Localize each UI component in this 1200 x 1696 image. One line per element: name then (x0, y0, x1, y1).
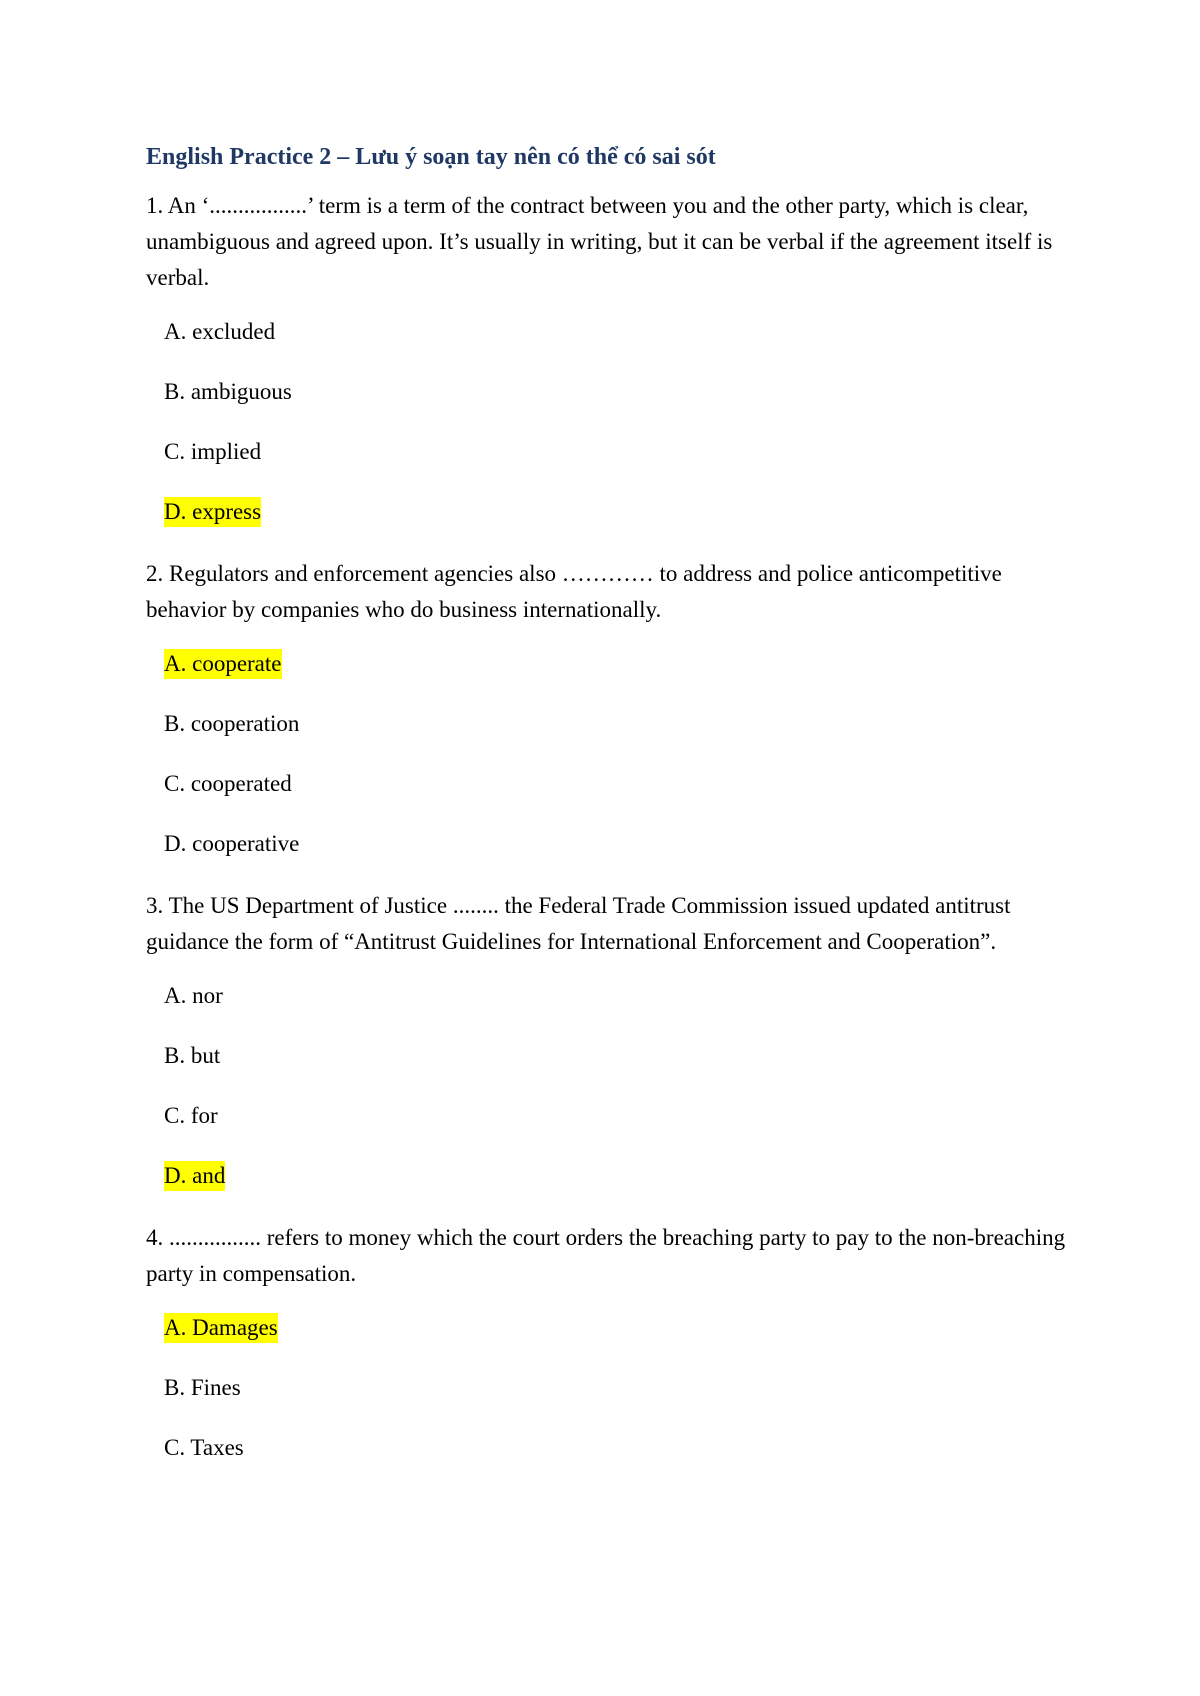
question-4-options (146, 1312, 1066, 1472)
question-1-text: 1. An ‘.................’ term is a term of the contract between you and the other party, which is clear, unambiguous and agreed upon. It’s usually in writing, but it can be verbal if the agreement itself is verbal. (146, 193, 1053, 290)
option-1d-highlighted: D. express (164, 496, 1066, 536)
option-1c: C. implied (164, 439, 262, 464)
question-block-4 (146, 1220, 1066, 1472)
option-1a: A. excluded (164, 319, 276, 344)
option-4c: C. Taxes (164, 1435, 244, 1460)
option-3a: A. nor (164, 983, 223, 1008)
option-3b: B. but (164, 1043, 221, 1068)
option-1b: B. ambiguous (164, 379, 292, 404)
option-2a-highlighted: A. cooperate (164, 648, 1066, 688)
question-2-options (146, 648, 1066, 868)
question-block-3 (146, 888, 1066, 1200)
question-3-options (146, 980, 1066, 1200)
question-3-text: 3. The US Department of Justice ........ the Federal Trade Commission issued updated antitrust guidance the form of “Antitrust Guidelines for International Enforcement and Cooperation”. (146, 893, 1011, 954)
question-4-text: 4. ................ refers to money which the court orders the breaching party to pay to the non-breaching party in compensation. (146, 1225, 1066, 1286)
option-3d-highlighted: D. and (164, 1160, 1066, 1200)
question-2-text: 2. Regulators and enforcement agencies also ………… to address and police anticompetitive behavior by companies who do business internationally. (146, 561, 1002, 622)
document-page (146, 140, 1066, 1492)
option-4b: B. Fines (164, 1375, 241, 1400)
question-block-1 (146, 188, 1066, 536)
option-2b: B. cooperation (164, 711, 300, 736)
question-block-2 (146, 556, 1066, 868)
option-2c: C. cooperated (164, 771, 292, 796)
option-4a-highlighted: A. Damages (164, 1312, 1066, 1352)
option-2d: D. cooperative (164, 831, 300, 856)
question-1-options (146, 316, 1066, 536)
option-3c: C. for (164, 1103, 218, 1128)
document-title: English Practice 2 – Lưu ý soạn tay nên có thể có sai sót (146, 144, 716, 170)
